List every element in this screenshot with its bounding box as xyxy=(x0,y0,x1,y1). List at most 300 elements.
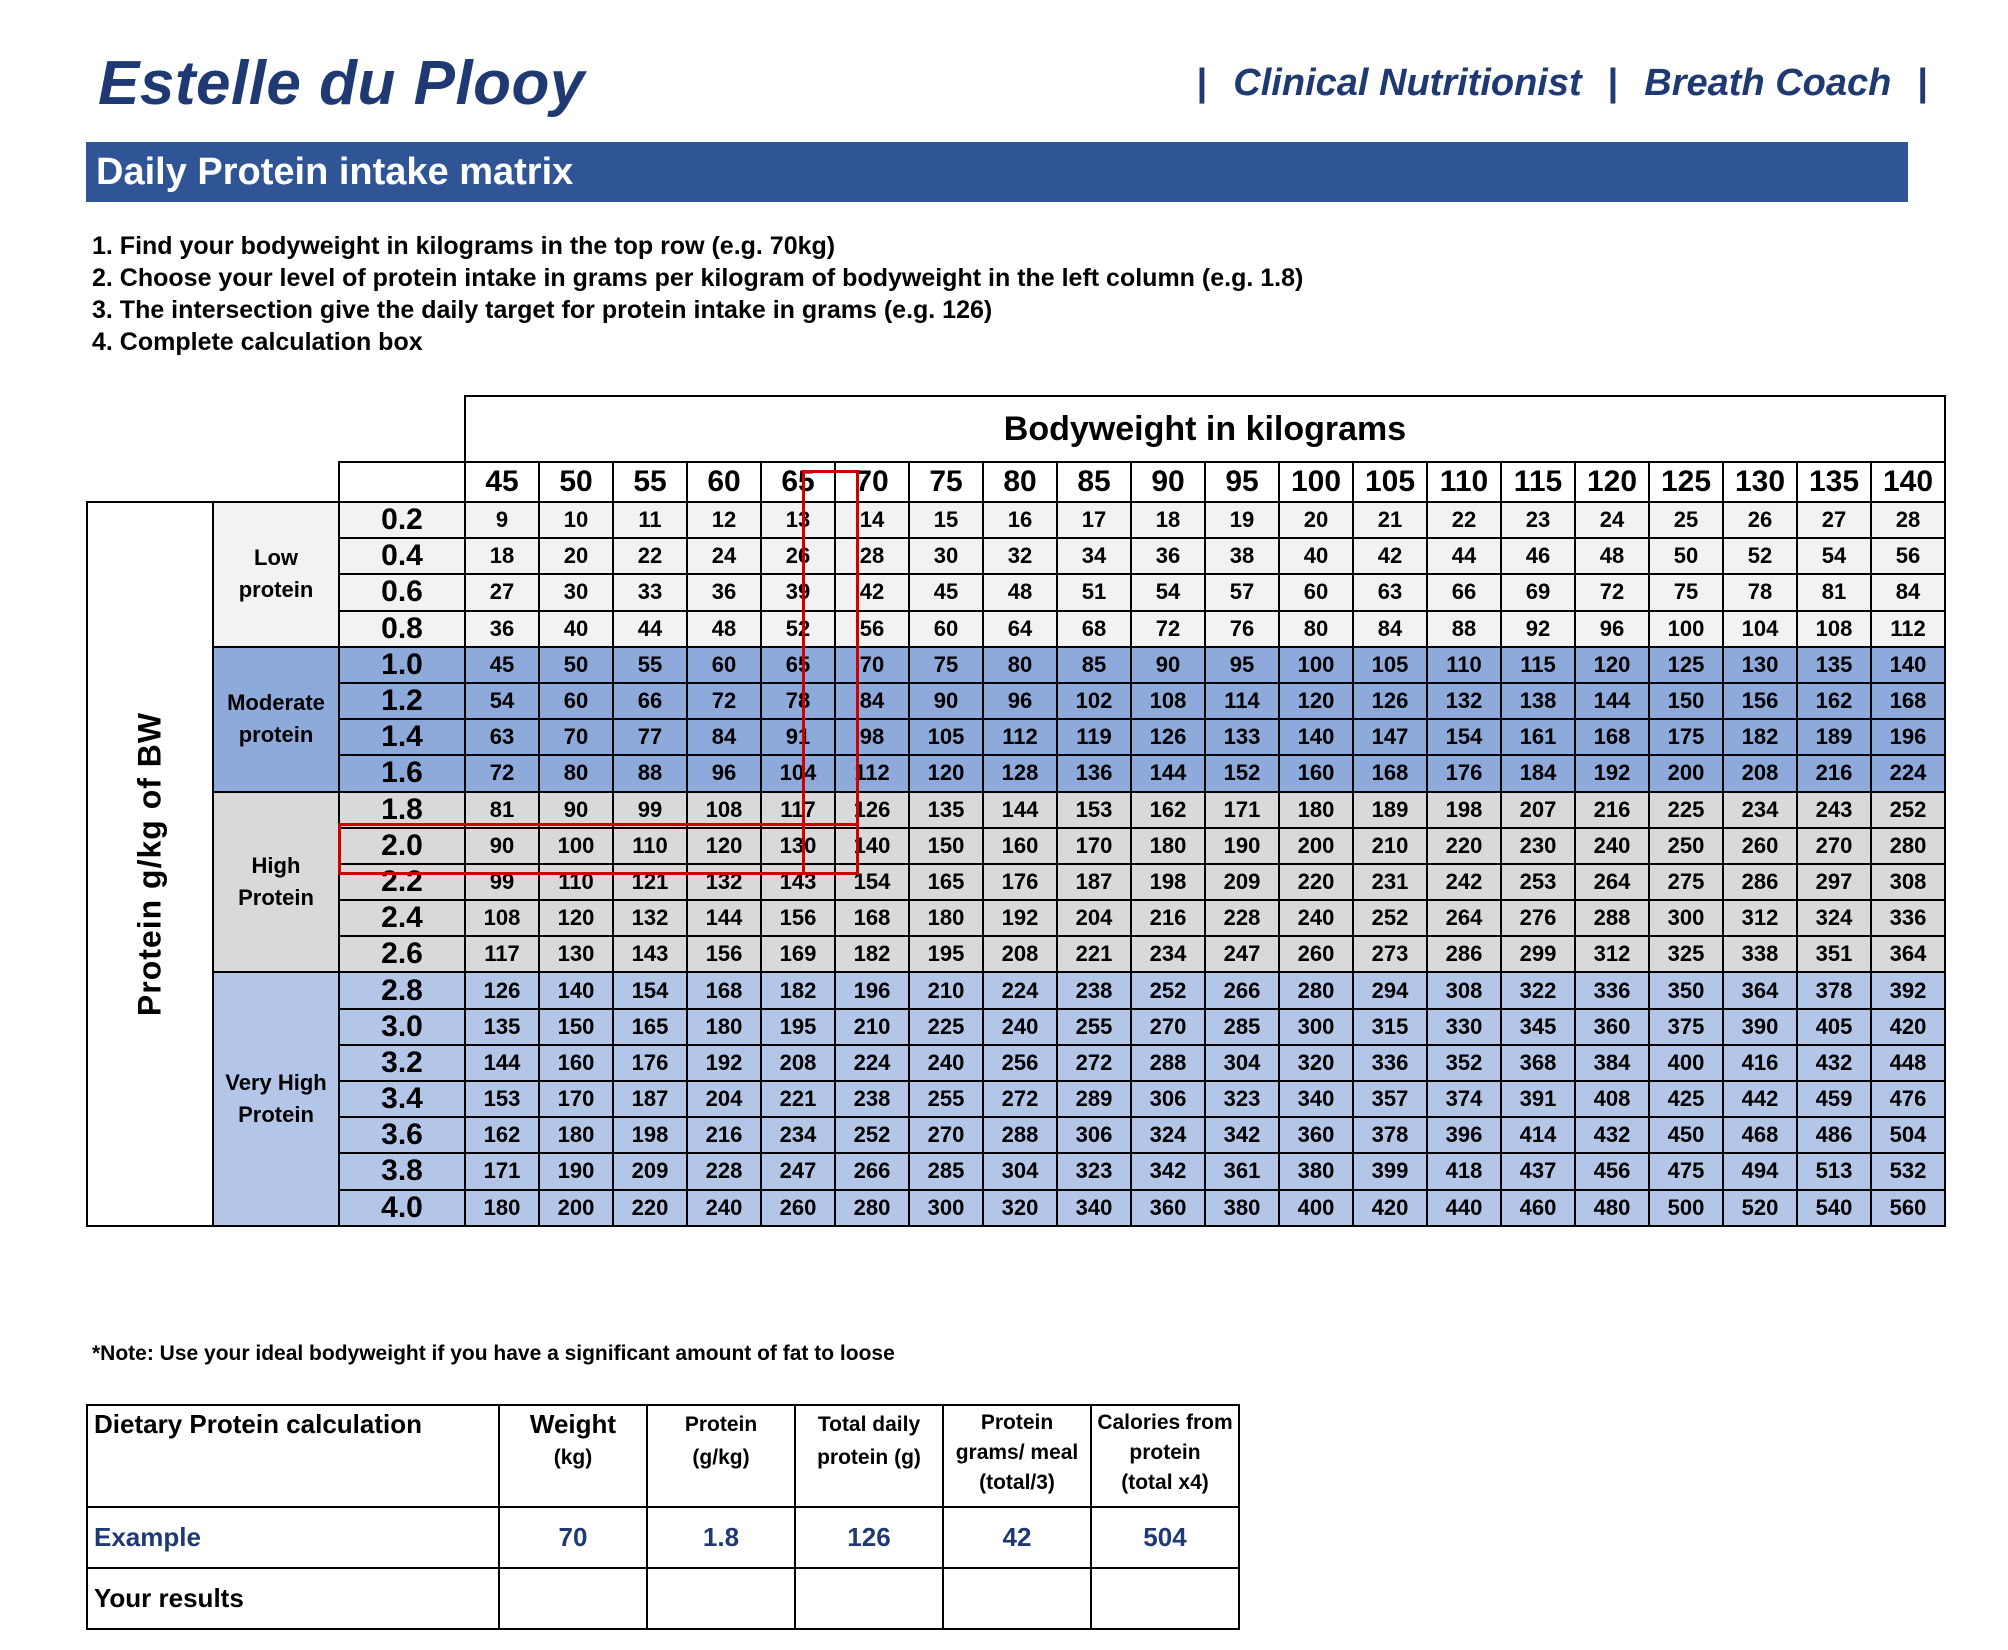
value-cell: 135 xyxy=(465,1009,539,1045)
instruction-3: 3. The intersection give the daily target for protein intake in grams (e.g. 126) xyxy=(92,296,993,324)
value-cell: 320 xyxy=(983,1190,1057,1226)
value-cell: 168 xyxy=(1871,683,1945,719)
factor-cell: 2.4 xyxy=(339,900,465,936)
value-cell: 182 xyxy=(761,972,835,1008)
value-cell: 88 xyxy=(1427,611,1501,647)
value-cell: 320 xyxy=(1279,1045,1353,1081)
value-cell: 224 xyxy=(983,972,1057,1008)
value-cell: 182 xyxy=(835,936,909,972)
value-cell: 91 xyxy=(761,719,835,755)
value-cell: 380 xyxy=(1279,1153,1353,1189)
value-cell: 48 xyxy=(1575,538,1649,574)
results-calories-field[interactable] xyxy=(1091,1568,1239,1629)
value-cell: 432 xyxy=(1575,1117,1649,1153)
protein-matrix-table xyxy=(86,395,1946,1227)
value-cell: 255 xyxy=(909,1081,983,1117)
value-cell: 28 xyxy=(835,538,909,574)
value-cell: 143 xyxy=(761,864,835,900)
value-cell: 90 xyxy=(539,792,613,828)
value-cell: 176 xyxy=(613,1045,687,1081)
value-cell: 52 xyxy=(1723,538,1797,574)
note: *Note: Use your ideal bodyweight if you have a significant amount of fat to loose xyxy=(92,1342,895,1365)
value-cell: 352 xyxy=(1427,1045,1501,1081)
group-label-low xyxy=(213,502,339,647)
results-weight-field[interactable] xyxy=(499,1568,647,1629)
value-cell: 513 xyxy=(1797,1153,1871,1189)
value-cell: 250 xyxy=(1649,828,1723,864)
weight-header: 80 xyxy=(983,462,1057,502)
value-cell: 221 xyxy=(1057,936,1131,972)
value-cell: 308 xyxy=(1427,972,1501,1008)
example-protein: 1.8 xyxy=(647,1507,795,1568)
value-cell: 39 xyxy=(761,574,835,610)
value-cell: 357 xyxy=(1353,1081,1427,1117)
value-cell: 306 xyxy=(1057,1117,1131,1153)
value-cell: 459 xyxy=(1797,1081,1871,1117)
header-protein: Protein (g/kg) xyxy=(647,1405,795,1507)
value-cell: 315 xyxy=(1353,1009,1427,1045)
value-cell: 144 xyxy=(1131,755,1205,791)
value-cell: 121 xyxy=(613,864,687,900)
value-cell: 414 xyxy=(1501,1117,1575,1153)
value-cell: 102 xyxy=(1057,683,1131,719)
calculation-table xyxy=(86,1404,1240,1630)
value-cell: 255 xyxy=(1057,1009,1131,1045)
value-cell: 132 xyxy=(1427,683,1501,719)
value-cell: 204 xyxy=(1057,900,1131,936)
value-cell: 140 xyxy=(1279,719,1353,755)
value-cell: 216 xyxy=(1131,900,1205,936)
factor-cell: 0.2 xyxy=(339,502,465,538)
value-cell: 325 xyxy=(1649,936,1723,972)
highlight-weight-column xyxy=(802,470,859,875)
value-cell: 120 xyxy=(539,900,613,936)
value-cell: 33 xyxy=(613,574,687,610)
value-cell: 117 xyxy=(465,936,539,972)
value-cell: 44 xyxy=(613,611,687,647)
weight-header: 45 xyxy=(465,462,539,502)
value-cell: 288 xyxy=(1575,900,1649,936)
value-cell: 187 xyxy=(1057,864,1131,900)
value-cell: 75 xyxy=(909,647,983,683)
value-cell: 171 xyxy=(1205,792,1279,828)
matrix-row xyxy=(87,719,1945,755)
value-cell: 36 xyxy=(465,611,539,647)
value-cell: 126 xyxy=(1131,719,1205,755)
value-cell: 198 xyxy=(1427,792,1501,828)
value-cell: 132 xyxy=(687,864,761,900)
example-meal: 42 xyxy=(943,1507,1091,1568)
separator: | xyxy=(1607,62,1619,104)
value-cell: 171 xyxy=(465,1153,539,1189)
separator: | xyxy=(1917,62,1928,104)
value-cell: 192 xyxy=(687,1045,761,1081)
matrix-row xyxy=(87,936,1945,972)
value-cell: 324 xyxy=(1797,900,1871,936)
roles xyxy=(1197,62,1928,105)
value-cell: 54 xyxy=(465,683,539,719)
value-cell: 10 xyxy=(539,502,613,538)
value-cell: 289 xyxy=(1057,1081,1131,1117)
value-cell: 66 xyxy=(613,683,687,719)
value-cell: 110 xyxy=(1427,647,1501,683)
factor-cell: 0.4 xyxy=(339,538,465,574)
value-cell: 405 xyxy=(1797,1009,1871,1045)
value-cell: 13 xyxy=(761,502,835,538)
value-cell: 160 xyxy=(1279,755,1353,791)
value-cell: 224 xyxy=(1871,755,1945,791)
value-cell: 69 xyxy=(1501,574,1575,610)
value-cell: 504 xyxy=(1871,1117,1945,1153)
value-cell: 221 xyxy=(761,1081,835,1117)
value-cell: 110 xyxy=(613,828,687,864)
value-cell: 252 xyxy=(1871,792,1945,828)
value-cell: 442 xyxy=(1723,1081,1797,1117)
value-cell: 85 xyxy=(1057,647,1131,683)
value-cell: 240 xyxy=(1279,900,1353,936)
value-cell: 105 xyxy=(1353,647,1427,683)
value-cell: 119 xyxy=(1057,719,1131,755)
role-clinical-nutritionist: Clinical Nutritionist xyxy=(1233,62,1582,104)
value-cell: 99 xyxy=(465,864,539,900)
value-cell: 468 xyxy=(1723,1117,1797,1153)
value-cell: 114 xyxy=(1205,683,1279,719)
value-cell: 190 xyxy=(539,1153,613,1189)
value-cell: 396 xyxy=(1427,1117,1501,1153)
value-cell: 54 xyxy=(1797,538,1871,574)
value-cell: 90 xyxy=(1131,647,1205,683)
value-cell: 75 xyxy=(1649,574,1723,610)
value-cell: 288 xyxy=(1131,1045,1205,1081)
value-cell: 240 xyxy=(687,1190,761,1226)
value-cell: 342 xyxy=(1131,1153,1205,1189)
value-cell: 180 xyxy=(465,1190,539,1226)
value-cell: 77 xyxy=(613,719,687,755)
value-cell: 17 xyxy=(1057,502,1131,538)
value-cell: 110 xyxy=(539,864,613,900)
value-cell: 189 xyxy=(1353,792,1427,828)
value-cell: 187 xyxy=(613,1081,687,1117)
value-cell: 130 xyxy=(539,936,613,972)
value-cell: 100 xyxy=(1649,611,1723,647)
value-cell: 156 xyxy=(1723,683,1797,719)
value-cell: 63 xyxy=(465,719,539,755)
value-cell: 140 xyxy=(1871,647,1945,683)
value-cell: 208 xyxy=(1723,755,1797,791)
value-cell: 238 xyxy=(835,1081,909,1117)
value-cell: 252 xyxy=(835,1117,909,1153)
value-cell: 180 xyxy=(1279,792,1353,828)
value-cell: 368 xyxy=(1501,1045,1575,1081)
value-cell: 399 xyxy=(1353,1153,1427,1189)
value-cell: 336 xyxy=(1353,1045,1427,1081)
value-cell: 216 xyxy=(687,1117,761,1153)
value-cell: 138 xyxy=(1501,683,1575,719)
factor-cell: 2.0 xyxy=(339,828,465,864)
value-cell: 342 xyxy=(1205,1117,1279,1153)
value-cell: 184 xyxy=(1501,755,1575,791)
value-cell: 189 xyxy=(1797,719,1871,755)
value-cell: 418 xyxy=(1427,1153,1501,1189)
weight-header: 55 xyxy=(613,462,687,502)
value-cell: 51 xyxy=(1057,574,1131,610)
value-cell: 130 xyxy=(761,828,835,864)
results-row xyxy=(87,1568,1239,1629)
weight-header: 105 xyxy=(1353,462,1427,502)
value-cell: 220 xyxy=(1279,864,1353,900)
value-cell: 170 xyxy=(539,1081,613,1117)
value-cell: 108 xyxy=(465,900,539,936)
value-cell: 40 xyxy=(1279,538,1353,574)
value-cell: 140 xyxy=(835,828,909,864)
group-label-line: protein xyxy=(238,722,314,748)
value-cell: 340 xyxy=(1279,1081,1353,1117)
value-cell: 84 xyxy=(835,683,909,719)
value-cell: 169 xyxy=(761,936,835,972)
value-cell: 180 xyxy=(687,1009,761,1045)
value-cell: 76 xyxy=(1205,611,1279,647)
value-cell: 156 xyxy=(761,900,835,936)
value-cell: 540 xyxy=(1797,1190,1871,1226)
value-cell: 96 xyxy=(687,755,761,791)
weight-header: 75 xyxy=(909,462,983,502)
value-cell: 81 xyxy=(1797,574,1871,610)
value-cell: 532 xyxy=(1871,1153,1945,1189)
value-cell: 96 xyxy=(1575,611,1649,647)
value-cell: 88 xyxy=(613,755,687,791)
value-cell: 285 xyxy=(1205,1009,1279,1045)
results-protein-field[interactable] xyxy=(647,1568,795,1629)
value-cell: 140 xyxy=(539,972,613,1008)
value-cell: 228 xyxy=(1205,900,1279,936)
value-cell: 136 xyxy=(1057,755,1131,791)
value-cell: 260 xyxy=(761,1190,835,1226)
value-cell: 120 xyxy=(1279,683,1353,719)
value-cell: 84 xyxy=(687,719,761,755)
value-cell: 276 xyxy=(1501,900,1575,936)
group-label-line: Moderate xyxy=(227,690,325,716)
value-cell: 30 xyxy=(909,538,983,574)
results-meal-field[interactable] xyxy=(943,1568,1091,1629)
matrix-row xyxy=(87,683,1945,719)
value-cell: 560 xyxy=(1871,1190,1945,1226)
value-cell: 99 xyxy=(613,792,687,828)
value-cell: 175 xyxy=(1649,719,1723,755)
value-cell: 338 xyxy=(1723,936,1797,972)
value-cell: 437 xyxy=(1501,1153,1575,1189)
value-cell: 374 xyxy=(1427,1081,1501,1117)
value-cell: 84 xyxy=(1871,574,1945,610)
matrix-row xyxy=(87,538,1945,574)
value-cell: 350 xyxy=(1649,972,1723,1008)
value-cell: 108 xyxy=(1797,611,1871,647)
value-cell: 204 xyxy=(687,1081,761,1117)
matrix-row xyxy=(87,1153,1945,1189)
value-cell: 130 xyxy=(1723,647,1797,683)
value-cell: 208 xyxy=(761,1045,835,1081)
value-cell: 228 xyxy=(687,1153,761,1189)
value-cell: 275 xyxy=(1649,864,1723,900)
value-cell: 81 xyxy=(465,792,539,828)
value-cell: 45 xyxy=(909,574,983,610)
weight-header: 85 xyxy=(1057,462,1131,502)
value-cell: 23 xyxy=(1501,502,1575,538)
value-cell: 120 xyxy=(687,828,761,864)
weight-header: 65 xyxy=(761,462,835,502)
value-cell: 12 xyxy=(687,502,761,538)
value-cell: 448 xyxy=(1871,1045,1945,1081)
value-cell: 56 xyxy=(1871,538,1945,574)
value-cell: 80 xyxy=(539,755,613,791)
instruction-1: 1. Find your bodyweight in kilograms in the top row (e.g. 70kg) xyxy=(92,232,836,260)
group-label-line: Protein xyxy=(238,884,314,910)
value-cell: 209 xyxy=(613,1153,687,1189)
value-cell: 360 xyxy=(1131,1190,1205,1226)
value-cell: 133 xyxy=(1205,719,1279,755)
value-cell: 46 xyxy=(1501,538,1575,574)
value-cell: 400 xyxy=(1649,1045,1723,1081)
results-total-field[interactable] xyxy=(795,1568,943,1629)
value-cell: 210 xyxy=(835,1009,909,1045)
value-cell: 266 xyxy=(835,1153,909,1189)
value-cell: 208 xyxy=(983,936,1057,972)
matrix-title: Bodyweight in kilograms xyxy=(465,396,1945,462)
value-cell: 26 xyxy=(761,538,835,574)
matrix-row xyxy=(87,1190,1945,1226)
value-cell: 450 xyxy=(1649,1117,1723,1153)
weight-header: 100 xyxy=(1279,462,1353,502)
value-cell: 300 xyxy=(909,1190,983,1226)
value-cell: 384 xyxy=(1575,1045,1649,1081)
value-cell: 360 xyxy=(1575,1009,1649,1045)
value-cell: 176 xyxy=(983,864,1057,900)
value-cell: 36 xyxy=(687,574,761,610)
matrix-row xyxy=(87,972,1945,1008)
value-cell: 100 xyxy=(1279,647,1353,683)
value-cell: 112 xyxy=(1871,611,1945,647)
value-cell: 216 xyxy=(1575,792,1649,828)
value-cell: 322 xyxy=(1501,972,1575,1008)
value-cell: 154 xyxy=(613,972,687,1008)
value-cell: 220 xyxy=(613,1190,687,1226)
value-cell: 24 xyxy=(687,538,761,574)
value-cell: 300 xyxy=(1279,1009,1353,1045)
value-cell: 36 xyxy=(1131,538,1205,574)
value-cell: 336 xyxy=(1871,900,1945,936)
value-cell: 196 xyxy=(835,972,909,1008)
value-cell: 264 xyxy=(1427,900,1501,936)
matrix-row xyxy=(87,1081,1945,1117)
value-cell: 126 xyxy=(465,972,539,1008)
calc-title: Dietary Protein calculation xyxy=(87,1405,499,1507)
value-cell: 28 xyxy=(1871,502,1945,538)
value-cell: 50 xyxy=(539,647,613,683)
value-cell: 72 xyxy=(465,755,539,791)
value-cell: 378 xyxy=(1353,1117,1427,1153)
value-cell: 294 xyxy=(1353,972,1427,1008)
value-cell: 231 xyxy=(1353,864,1427,900)
value-cell: 16 xyxy=(983,502,1057,538)
value-cell: 288 xyxy=(983,1117,1057,1153)
value-cell: 27 xyxy=(465,574,539,610)
value-cell: 300 xyxy=(1649,900,1723,936)
value-cell: 270 xyxy=(1797,828,1871,864)
matrix-row xyxy=(87,574,1945,610)
value-cell: 60 xyxy=(539,683,613,719)
value-cell: 480 xyxy=(1575,1190,1649,1226)
value-cell: 408 xyxy=(1575,1081,1649,1117)
weight-header: 140 xyxy=(1871,462,1945,502)
value-cell: 304 xyxy=(1205,1045,1279,1081)
value-cell: 80 xyxy=(1279,611,1353,647)
value-cell: 162 xyxy=(1797,683,1871,719)
value-cell: 144 xyxy=(465,1045,539,1081)
value-cell: 475 xyxy=(1649,1153,1723,1189)
value-cell: 92 xyxy=(1501,611,1575,647)
value-cell: 18 xyxy=(465,538,539,574)
value-cell: 143 xyxy=(613,936,687,972)
weight-header: 60 xyxy=(687,462,761,502)
value-cell: 150 xyxy=(909,828,983,864)
blank-cell xyxy=(87,462,339,502)
value-cell: 65 xyxy=(761,647,835,683)
value-cell: 240 xyxy=(983,1009,1057,1045)
value-cell: 128 xyxy=(983,755,1057,791)
factor-cell: 0.6 xyxy=(339,574,465,610)
value-cell: 240 xyxy=(909,1045,983,1081)
value-cell: 299 xyxy=(1501,936,1575,972)
value-cell: 308 xyxy=(1871,864,1945,900)
corner-cell xyxy=(339,462,465,502)
value-cell: 210 xyxy=(1353,828,1427,864)
value-cell: 247 xyxy=(1205,936,1279,972)
value-cell: 95 xyxy=(1205,647,1279,683)
value-cell: 360 xyxy=(1279,1117,1353,1153)
matrix-row xyxy=(87,900,1945,936)
group-label-vhigh xyxy=(213,972,339,1225)
value-cell: 247 xyxy=(761,1153,835,1189)
value-cell: 380 xyxy=(1205,1190,1279,1226)
value-cell: 420 xyxy=(1353,1190,1427,1226)
value-cell: 180 xyxy=(1131,828,1205,864)
value-cell: 336 xyxy=(1575,972,1649,1008)
value-cell: 225 xyxy=(1649,792,1723,828)
value-cell: 42 xyxy=(835,574,909,610)
value-cell: 440 xyxy=(1427,1190,1501,1226)
weight-header: 110 xyxy=(1427,462,1501,502)
value-cell: 60 xyxy=(687,647,761,683)
value-cell: 195 xyxy=(761,1009,835,1045)
value-cell: 476 xyxy=(1871,1081,1945,1117)
value-cell: 19 xyxy=(1205,502,1279,538)
value-cell: 234 xyxy=(1723,792,1797,828)
value-cell: 52 xyxy=(761,611,835,647)
example-label: Example xyxy=(87,1507,499,1568)
value-cell: 48 xyxy=(687,611,761,647)
value-cell: 312 xyxy=(1723,900,1797,936)
factor-cell: 1.8 xyxy=(339,792,465,828)
value-cell: 72 xyxy=(1575,574,1649,610)
value-cell: 209 xyxy=(1205,864,1279,900)
value-cell: 66 xyxy=(1427,574,1501,610)
value-cell: 9 xyxy=(465,502,539,538)
value-cell: 195 xyxy=(909,936,983,972)
value-cell: 112 xyxy=(835,755,909,791)
value-cell: 115 xyxy=(1501,647,1575,683)
value-cell: 180 xyxy=(909,900,983,936)
brand-name: Estelle du Plooy xyxy=(98,49,585,118)
matrix-row xyxy=(87,1045,1945,1081)
